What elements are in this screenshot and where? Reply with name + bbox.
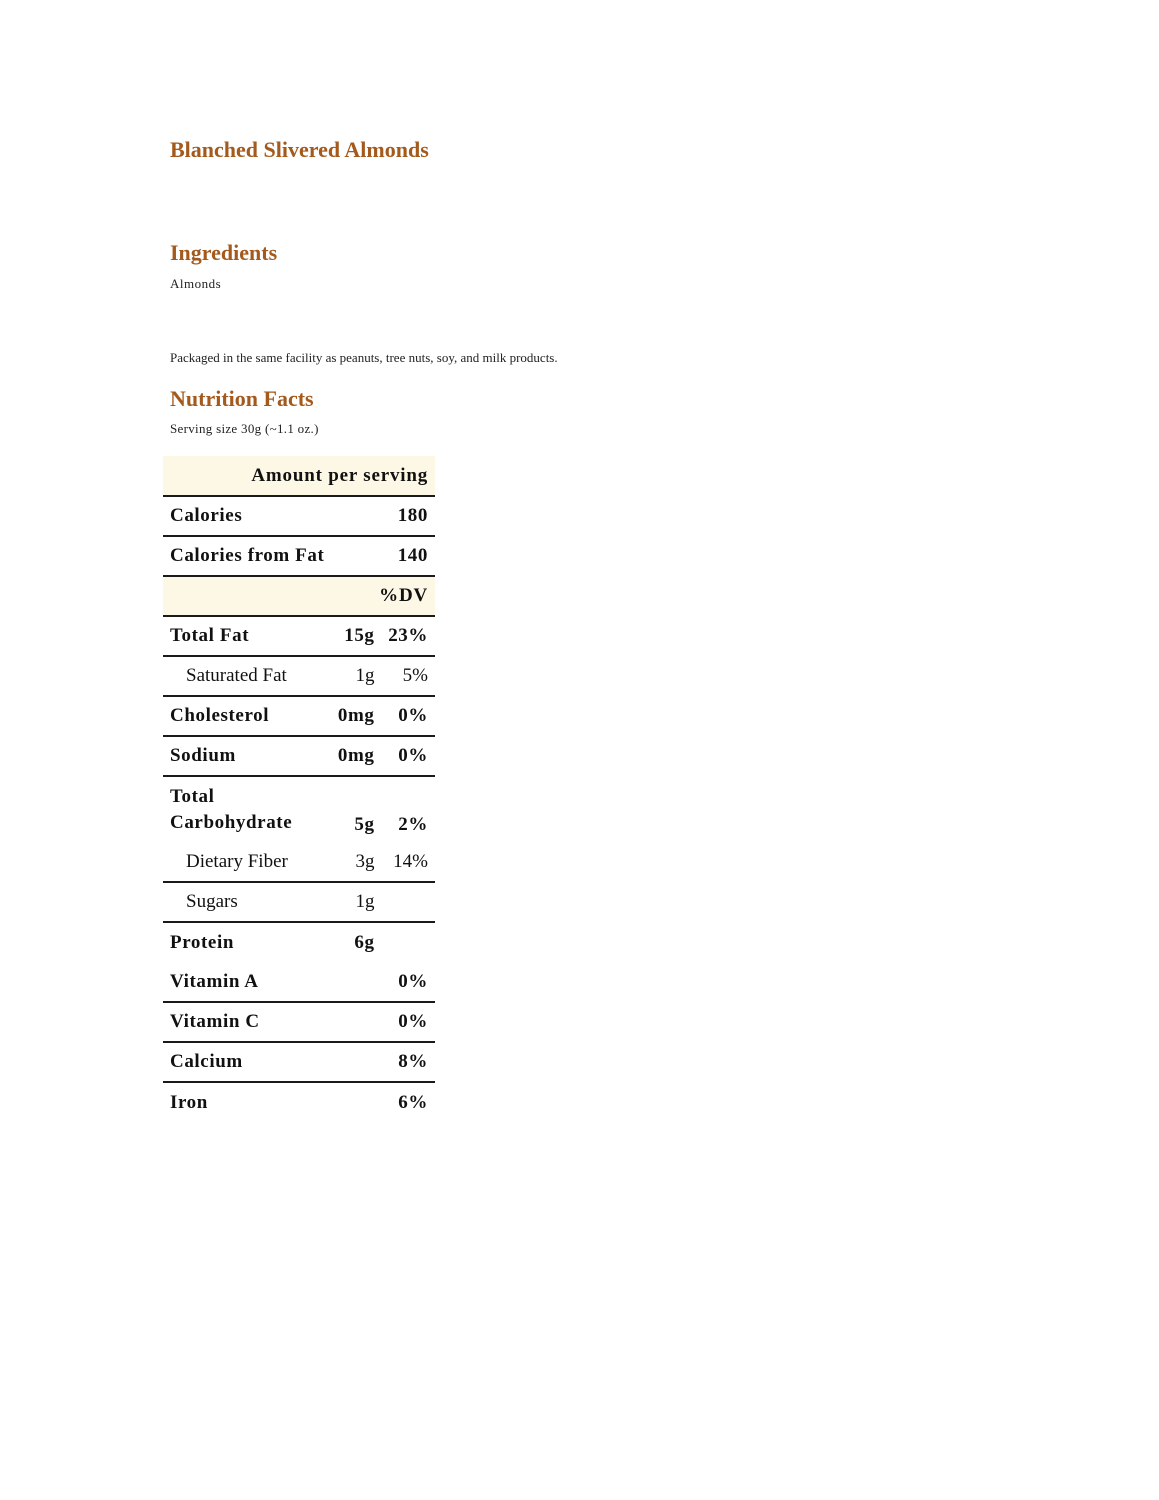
vitamin-row [163,1002,435,1042]
nutrient-dv: 0% [379,736,435,776]
amount-per-serving-row [163,456,435,496]
nutrient-amount: 0mg [327,736,379,776]
nutrient-amount: 6g [354,931,375,953]
table-row [163,656,435,696]
nutrient-dv [379,882,435,922]
amount-per-serving-header: Amount per serving [163,456,435,496]
nutrient-label: Total Carbohydrate [170,786,293,833]
calories-label: Calories [163,496,379,536]
table-row [163,616,435,656]
table-row [163,842,435,882]
vitamin-row [163,1042,435,1082]
vitamin-row [163,962,435,1002]
vitamin-label: Calcium [163,1042,379,1082]
nutrient-dv: 23% [379,616,435,656]
table-row [163,882,435,922]
nutrient-label: Cholesterol [163,696,327,736]
nutrient-label: Sugars [163,882,327,922]
nutrition-facts-heading: Nutrition Facts [170,386,314,411]
nutrient-dv: 5% [379,656,435,696]
calories-row [163,496,435,536]
nutrient-dv: 14% [379,842,435,882]
product-title: Blanched Slivered Almonds [170,137,429,162]
nutrient-amount: 1g [327,882,379,922]
nutrient-amount: 3g [327,842,379,882]
nutrient-label: Sodium [163,736,327,776]
calories-from-fat-row [163,536,435,576]
vitamin-dv: 0% [379,962,435,1002]
nutrition-table [163,456,435,1122]
nutrient-amount: 0mg [327,696,379,736]
nutrient-label: Saturated Fat [163,656,327,696]
ingredients-heading: Ingredients [170,240,278,265]
ingredients-text: Almonds [170,276,222,291]
nutrient-label: Protein [170,931,235,953]
table-row [163,922,435,962]
dv-header-row [163,576,435,616]
allergen-facility-note: Packaged in the same facility as peanuts, tree nuts, soy, and milk products. [170,350,558,365]
vitamin-label: Iron [170,1091,208,1113]
calories-from-fat-label: Calories from Fat [163,536,379,576]
calories-from-fat-value: 140 [379,536,435,576]
vitamin-dv: 0% [379,1002,435,1042]
table-row [163,736,435,776]
nutrient-label: Total Fat [163,616,327,656]
serving-size: Serving size 30g (~1.1 oz.) [170,421,319,436]
nutrient-dv: 2% [398,814,428,835]
table-row [163,696,435,736]
nutrient-amount: 1g [327,656,379,696]
vitamin-label: Vitamin C [163,1002,379,1042]
nutrient-dv [379,922,435,962]
calories-value: 180 [379,496,435,536]
vitamin-row [163,1082,435,1122]
nutrient-amount: 15g [327,616,379,656]
vitamin-dv: 6% [398,1091,428,1113]
dv-header: %DV [163,576,435,616]
nutrient-amount: 5g [354,814,375,835]
table-row [163,776,435,842]
vitamin-label: Vitamin A [163,962,379,1002]
nutrient-dv: 0% [379,696,435,736]
vitamin-dv: 8% [379,1042,435,1082]
nutrient-label: Dietary Fiber [163,842,327,882]
